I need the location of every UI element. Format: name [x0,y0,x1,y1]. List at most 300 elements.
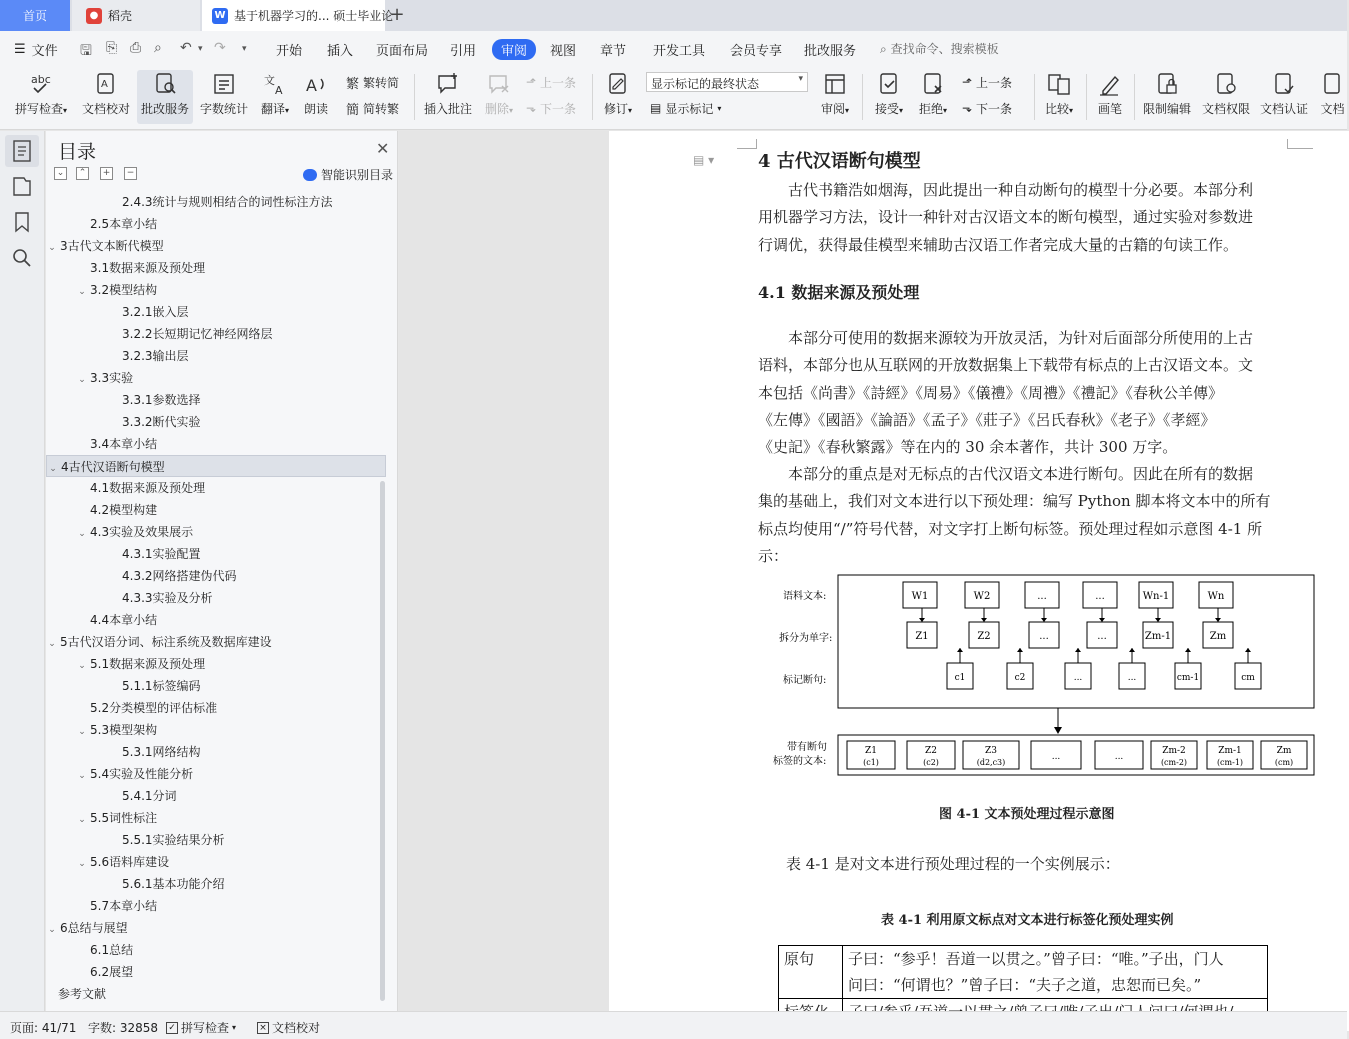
label-arrow-head [957,648,963,652]
toc-item[interactable] [46,565,386,587]
chevron-down-icon[interactable]: ⌄ [48,925,56,935]
toc-item-label: 2.5本章小结 [90,217,158,231]
tab-document[interactable] [202,0,394,31]
output-tag: (d2,c3) [976,758,1006,767]
next-comment-icon: ⬎ [526,101,537,115]
label-row [947,648,1261,689]
navigation-strip [0,131,45,1011]
doc-more-button[interactable] [1318,70,1347,124]
text-line: 本部分的重点是对无标点的古代汉语文本进行断句。因此在所有的数据 [758,465,1254,483]
toc-item[interactable] [46,543,386,565]
redo-icon[interactable]: ↷ [214,40,226,56]
toc-item[interactable] [46,873,386,895]
char-text: ... [1039,631,1049,642]
proofread-status-icon: × [257,1022,269,1034]
next-change-label: 下一条 [976,101,1013,116]
chevron-down-icon[interactable]: ⌄ [78,727,86,737]
ribbon-divider [414,74,415,120]
toc-item-label: 6.1总结 [90,943,134,957]
checkbox-icon: ✓ [166,1022,178,1034]
show-markup-label: 显示标记 [665,101,714,116]
spell-check-label: 拼写检查 [14,102,63,116]
doc-more-icon [1320,71,1346,97]
print-icon[interactable]: ⎙ [130,40,142,56]
smart-toc-label: 智能识别目录 [321,168,394,182]
restrict-editing-label: 限制编辑 [1142,102,1191,116]
next-change-icon: ⬎ [962,101,973,115]
toc-item-label: 3.3.1参数选择 [122,393,201,407]
close-icon[interactable]: ✕ [376,139,390,158]
toc-item[interactable] [46,807,386,829]
toc-item-label: 5.3.1网络结构 [122,745,201,759]
table-cell-body [843,946,1268,999]
paragraph-preprocess [758,461,1290,570]
file-menu[interactable] [14,40,58,59]
output-char: ... [1114,752,1124,762]
toc-item[interactable] [46,609,386,631]
reject-button[interactable]: 拒绝▾ [914,70,952,124]
split-arrow-head [919,618,925,622]
toc-item[interactable] [46,719,386,741]
pen-button[interactable] [1094,70,1126,124]
save-icon[interactable]: 🖫 [80,43,92,59]
chevron-down-icon[interactable]: ⌄ [48,243,56,253]
toc-item-label: 4.3.3实验及分析 [122,591,213,605]
read-aloud-button[interactable] [300,70,332,124]
menu-tab-home[interactable]: 开始 [276,44,303,59]
chevron-down-icon[interactable]: ⌄ [78,529,86,539]
toc-item-label: 4.4本章小结 [90,613,158,627]
doc-certify-icon [1271,71,1297,97]
to-traditional-button[interactable] [346,98,399,118]
translate-icon [262,71,288,97]
row-label-mark: 标记断句: [783,675,827,686]
toc-item[interactable] [46,345,386,367]
toc-item-label: 5.1.1标签编码 [122,679,201,693]
tab-daoke-label: 稻壳 [108,9,133,23]
lock-doc-icon [1154,71,1180,97]
bookmark-icon[interactable] [9,209,35,235]
table-cell-line: 子曰：“参乎！吾道一以贯之。”曾子曰：“唯。”子出，门人 [848,950,1224,968]
add-level-icon[interactable]: + [100,167,113,180]
menu-tab-correction[interactable]: 批改服务 [804,44,857,59]
delete-comment-icon [486,71,512,97]
toc-item[interactable] [46,411,386,433]
char-text: ... [1097,631,1107,642]
toc-item[interactable] [46,829,386,851]
toc-item[interactable] [46,741,386,763]
ribbon-divider [1086,74,1087,120]
correction-service-label: 批改服务 [140,102,189,116]
window-tab-bar [0,0,1347,31]
toc-item[interactable] [46,983,386,1005]
next-comment-label: 下一条 [540,101,577,116]
chevron-down-icon[interactable]: ⌄ [78,771,86,781]
word-text: W2 [973,591,991,602]
toc-item[interactable] [46,323,386,345]
toc-item-label: 5.4实验及性能分析 [90,767,194,781]
toc-item-label: 3.3.2断代实验 [122,415,201,429]
toc-item-label: 5.3模型架构 [90,723,158,737]
to-simplified-label: 繁转简 [363,75,400,90]
toc-item-label: 6总结与展望 [60,921,128,935]
chevron-down-icon[interactable]: ⌄ [78,661,86,671]
collapse-all-icon[interactable]: ⌄ [54,167,67,180]
chevron-down-icon: ▾ [798,74,803,84]
document-page[interactable] [609,131,1349,1031]
chevron-down-icon[interactable]: ⌄ [49,464,57,474]
menu-tab-member[interactable]: 会员专享 [730,44,783,59]
toc-item[interactable] [46,895,386,917]
word-count-button[interactable] [198,70,250,124]
label-text: c2 [1014,673,1026,683]
tab-daoke[interactable] [72,0,200,31]
trad-to-simp-icon: 繁 [346,76,360,92]
word-text: W1 [911,591,929,602]
print-preview-icon[interactable]: ⌕ [154,40,162,56]
label-arrow-head [1185,648,1191,652]
split-arrow-head [1215,618,1221,622]
toc-item-label: 5.2分类模型的评估标准 [90,701,218,715]
status-spell-check[interactable]: ✓ 拼写检查 ▾ [166,1019,236,1036]
toc-item[interactable] [46,213,386,235]
text-line: 本包括《尚書》《詩經》《周易》《儀禮》《周禮》《禮記》《春秋公羊傳》 [758,383,1224,402]
word-text: Wn [1207,591,1225,602]
prev-change-button[interactable] [962,72,1012,92]
menu-tab-view[interactable]: 视图 [550,44,577,59]
pen-label: 画笔 [1097,102,1122,116]
word-text: ... [1095,591,1105,602]
menu-tab-layout[interactable]: 页面布局 [376,44,429,59]
toc-item-label: 5古代汉语分词、标注系统及数据库建设 [60,635,272,649]
proofread-button[interactable] [80,70,132,124]
split-arrow-head [981,618,987,622]
split-arrow-head [1155,618,1161,622]
doc-permission-button[interactable] [1200,70,1252,124]
paragraph-table-intro [758,851,1290,878]
toc-item-label: 4.3.2网络搭建伪代码 [122,569,237,583]
ribbon-divider [592,74,593,120]
toc-item-label: 5.1数据来源及预处理 [90,657,206,671]
status-bar [0,1011,1347,1039]
show-markup-icon: ▤ [650,101,662,115]
chevron-down-icon[interactable]: ⌄ [78,815,86,825]
chevron-down-icon[interactable]: ⌄ [78,859,86,869]
split-arrow-head [1099,618,1105,622]
spell-check-button[interactable]: abc 拼写检查▾ [14,73,68,116]
output-char: Zm-1 [1218,746,1242,756]
toc-item[interactable] [46,851,386,873]
toc-item[interactable] [46,521,386,543]
char-row [907,608,1233,648]
read-aloud-label: 朗读 [303,102,328,116]
toc-nav-icon[interactable] [9,138,35,164]
chapter-nav-icon[interactable] [9,173,35,199]
smart-toc-button[interactable] [303,166,393,183]
prev-comment-icon: ⬏ [526,75,537,89]
char-text: Z1 [915,631,929,642]
next-comment-button[interactable] [526,98,576,118]
customize-quickbar-icon[interactable]: ▾ [242,44,247,54]
toc-item[interactable] [46,763,386,785]
review-pane-icon [822,71,848,97]
toc-item-label: 3.2.1嵌入层 [122,305,189,319]
toc-item-label: 3.2.3输出层 [122,349,189,363]
output-char: Z1 [865,746,877,756]
insert-comment-button[interactable] [422,70,474,124]
ribbon-divider [862,74,863,120]
toc-item-label: 4.3实验及效果展示 [90,525,194,539]
label-text: ... [1127,673,1137,683]
text-line: 古代书籍浩如烟海，因此提出一种自动断句的模型十分必要。本部分利 [758,181,1254,199]
label-arrow-head [1075,648,1081,652]
status-spell-check-label: 拼写检查 [181,1021,230,1035]
chevron-down-icon[interactable]: ⌄ [78,287,86,297]
table-cell-line: 问曰：“何谓也？”曾子曰：“夫子之道，忠恕而已矣。” [848,976,1202,994]
heading-chapter-4: 4 古代汉语断句模型 [758,151,921,172]
toc-item-label: 4.3.1实验配置 [122,547,201,561]
toc-item-label: 2.4.3统计与规则相结合的词性标注方法 [122,195,333,209]
doc-permission-icon [1213,71,1239,97]
menu-tab-review[interactable]: 审阅 [492,39,536,60]
compare-button[interactable]: 比较▾ [1040,70,1078,124]
word-count-indicator[interactable]: 字数: 32858 [88,1021,159,1035]
toc-list [46,191,386,1005]
label-text: ... [1073,673,1083,683]
row-label-split: 拆分为单字: [779,633,833,644]
ribbon-divider [1134,74,1135,120]
review-pane-button[interactable]: 审阅▾ [816,70,854,124]
menu-bar [0,31,1347,66]
accept-button[interactable]: 接受▾ [870,70,908,124]
toc-item-label: 5.4.1分词 [122,789,177,803]
toc-item-label: 6.2展望 [90,965,134,979]
tab-document-label: 基于机器学习的... 硕士毕业论 [234,9,394,23]
toc-item[interactable] [46,301,386,323]
document-canvas[interactable] [399,131,1347,1011]
restrict-editing-button[interactable] [1140,70,1194,124]
tab-home[interactable] [0,0,70,31]
toc-item-label: 3古代文本断代模型 [60,239,164,253]
output-row [847,741,1307,769]
accept-label: 接受 [874,102,899,116]
track-changes-icon [605,71,631,97]
toc-item[interactable] [46,961,386,983]
undo-dropdown-icon[interactable]: ▾ [198,44,203,54]
insert-comment-icon [435,71,461,97]
toc-item-label: 5.6语料库建设 [90,855,170,869]
show-markup-button[interactable]: ▤ 显示标记 ▾ [650,101,722,116]
text-line: 表 4-1 是对文本进行预处理过程的一个实例展示： [786,855,1120,873]
toc-item-label: 5.6.1基本功能介绍 [122,877,225,891]
expand-all-icon[interactable]: ⌃ [76,167,89,180]
text-line: 示： [758,546,789,565]
toc-item[interactable] [46,499,386,521]
label-text: c1 [954,673,966,683]
menu-tab-references[interactable]: 引用 [450,44,477,59]
toc-item[interactable] [46,433,386,455]
markup-display-value: 显示标记的最终状态 [651,77,760,91]
track-changes-button[interactable]: 修订▾ [600,70,636,124]
output-char: Z3 [985,746,997,756]
simp-to-trad-icon: 簡 [346,102,360,118]
output-tag: (c1) [863,758,879,767]
text-line: 《史記》《春秋繁露》等在内的 30 余本著作，共计 300 万字。 [758,438,1178,457]
toc-item[interactable] [46,587,386,609]
accept-icon [876,71,902,97]
label-text: cm-1 [1176,673,1200,683]
command-search-placeholder: 查找命令、搜索模板 [890,42,999,56]
text-line: 本部分可使用的数据来源较为开放灵活，为针对后面部分所使用的上古 [758,329,1254,347]
translate-label: 翻译 [260,102,285,116]
output-char: ... [1051,752,1061,762]
char-text: Zm [1209,631,1227,642]
toc-item[interactable] [46,697,386,719]
undo-icon[interactable]: ↶ [180,40,192,56]
toc-item-label: 3.4本章小结 [90,437,158,451]
find-icon[interactable] [9,245,35,271]
proofread-icon [93,71,119,97]
toc-item[interactable] [46,389,386,411]
doc-permission-label: 文档权限 [1201,102,1250,116]
writer-doc-icon: W [212,8,228,24]
toc-item-label: 3.3实验 [90,371,134,385]
translate-button[interactable]: 文 A 翻译▾ [256,70,294,124]
output-char: Zm [1276,746,1292,756]
search-icon: ⌕ [880,42,887,56]
prev-comment-button[interactable] [526,72,576,92]
ai-icon [303,169,317,181]
text-line: 《左傳》《國語》《論語》《孟子》《莊子》《呂氏春秋》《老子》《孝經》 [758,410,1216,429]
doc-certify-label: 文档认证 [1259,102,1308,116]
output-tag: (c2) [923,758,939,767]
output-tag: (cm-2) [1160,758,1188,767]
review-ribbon [0,66,1347,130]
output-tag: (cm-1) [1216,758,1244,767]
down-arrow-head [1054,727,1062,734]
output-char: Z2 [925,746,937,756]
menu-tab-insert[interactable]: 插入 [327,44,354,59]
split-arrow-head [1041,618,1047,622]
figure-caption: 图 4-1 文本预处理过程示意图 [939,807,1115,822]
page-options-icon[interactable]: ▤ ▾ [693,153,715,167]
track-changes-label: 修订 [603,102,628,116]
text-line: 语料，本部分也从互联网的开放数据集上下载带有标点的上古汉语文本。文 [758,356,1254,375]
toc-item[interactable] [46,939,386,961]
markup-display-select[interactable] [646,72,808,92]
toc-item-label: 3.1数据来源及预处理 [90,261,206,275]
label-text: cm [1241,673,1255,683]
toc-item-label: 参考文献 [58,987,107,1001]
char-text: Z2 [977,631,991,642]
toc-item[interactable] [46,279,386,301]
text-line: 用机器学习方法，设计一种针对古汉语文本的断句模型，通过实验对参数进 [758,208,1254,227]
page-indicator[interactable]: 页面: 41/71 [10,1021,77,1035]
toc-item-label: 4古代汉语断句模型 [61,460,165,474]
prev-change-icon: ⬏ [962,75,973,89]
toc-item[interactable] [46,631,386,653]
word-row [903,582,1233,608]
toc-item-label: 5.5.1实验结果分析 [122,833,225,847]
row-label-corpus: 语料文本: [783,591,827,602]
figure-preprocessing-diagram [769,571,1315,779]
doc-certify-button[interactable] [1258,70,1310,124]
proofread-label: 文档校对 [81,102,130,116]
table-row [779,946,1268,999]
status-proofread[interactable] [257,1019,320,1036]
toc-item[interactable] [46,191,386,213]
chevron-down-icon[interactable]: ⌄ [48,639,56,649]
command-search[interactable] [880,40,999,57]
read-aloud-icon [303,71,329,97]
compare-label: 比较 [1044,102,1069,116]
heading-section-4-1: 4.1 数据来源及预处理 [758,283,920,302]
toc-item[interactable] [46,257,386,279]
menu-tab-developer[interactable]: 开发工具 [653,44,706,59]
toc-item[interactable] [46,235,386,257]
toc-scrollbar[interactable] [380,481,385,1001]
svg-text:文: 文 [264,74,275,87]
to-traditional-label: 简转繁 [363,101,400,116]
export-pdf-icon[interactable]: ⎘ [106,40,118,56]
output-label-line2: 标签的文本: [773,756,827,767]
label-arrow-head [1129,648,1135,652]
svg-text:A: A [101,79,108,90]
label-arrow-head [1017,648,1023,652]
tab-home-label: 首页 [22,9,47,23]
output-label-line1: 带有断句 [787,742,827,753]
text-line: 标点均使用“/”符号代替，对文字打上断句标签。预处理过程如示意图 4-1 所 [758,519,1263,538]
menu-tab-chapter[interactable]: 章节 [600,44,627,59]
spell-check-icon [28,71,54,97]
review-pane-label: 审阅 [820,102,845,116]
toc-item-label: 5.5词性标注 [90,811,158,825]
toc-item[interactable] [46,917,386,939]
next-change-button[interactable] [962,98,1012,118]
ribbon-divider [1034,74,1035,120]
toc-item[interactable] [46,785,386,807]
margin-mark [737,139,757,149]
prev-change-label: 上一条 [976,75,1013,90]
toc-item[interactable] [46,367,386,389]
delete-comment-label: 删除 [484,102,509,116]
margin-mark [1287,139,1313,149]
toc-item[interactable] [46,675,386,697]
correction-service-button[interactable] [137,70,193,124]
new-tab-button[interactable]: + [389,4,405,25]
word-count-icon [211,71,237,97]
remove-level-icon[interactable]: − [124,167,137,180]
toc-item[interactable] [46,455,386,477]
reject-label: 拒绝 [918,102,943,116]
word-text: ... [1037,591,1047,602]
correction-service-icon [152,71,178,97]
svg-text:abc: abc [31,73,51,86]
compare-icon [1046,71,1072,97]
delete-comment-button[interactable]: 删除▾ [480,70,518,124]
output-char: Zm-2 [1162,746,1186,756]
toc-item[interactable] [46,477,386,499]
to-simplified-button[interactable] [346,72,399,92]
toc-item[interactable] [46,653,386,675]
pen-icon [1097,71,1123,97]
toc-title: 目录 [58,141,97,163]
word-count-label: 字数统计 [199,102,248,116]
status-proofread-label: 文档校对 [272,1021,321,1035]
hamburger-icon: ☰ [14,42,26,57]
prev-comment-label: 上一条 [540,75,577,90]
chevron-down-icon[interactable]: ⌄ [78,375,86,385]
